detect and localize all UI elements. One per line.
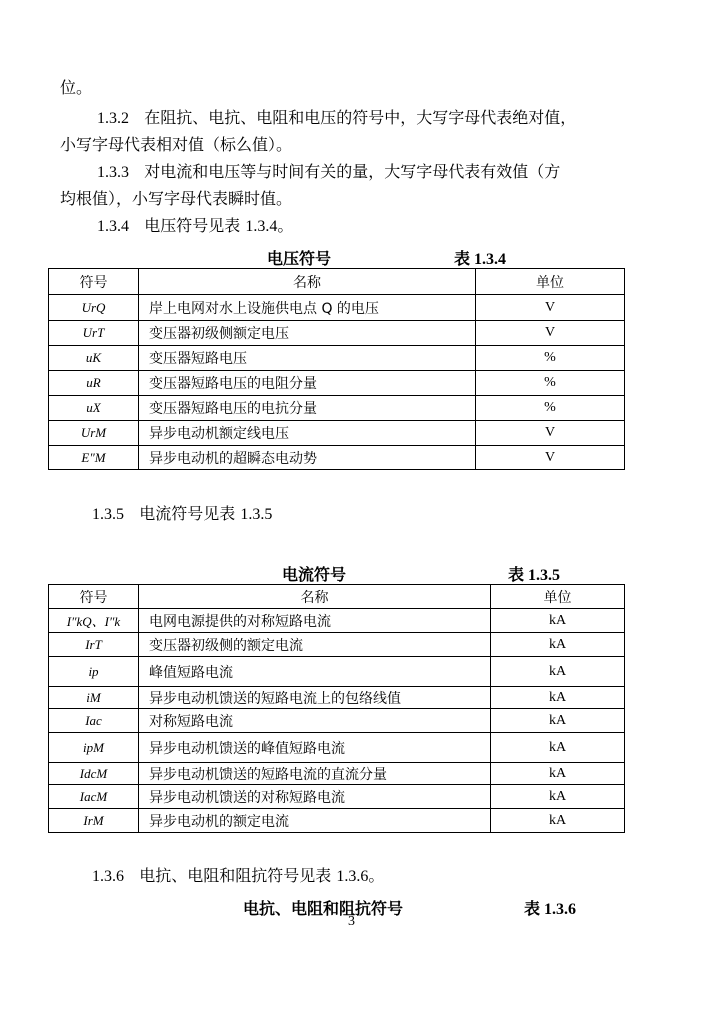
table-number: 表 1.3.4 [454,251,507,268]
unit-cell: % [476,346,625,371]
clause-text: 电流符号见表 [139,504,236,523]
table-reference: 1.3.5 [240,506,273,523]
name-cell: 异步电动机馈送的峰值短路电流 [139,733,491,763]
clause-text: 电压符号见表 [144,216,241,235]
name-cell: 异步电动机的额定电流 [139,809,491,833]
symbol-cell: IrT [49,633,139,657]
table-header-row [49,585,625,609]
unit-cell: kA [491,785,625,809]
page-number: 3 [348,914,355,929]
table-row [49,396,625,421]
name-cell: 变压器短路电压 [139,346,476,371]
name-cell: 变压器短路电压的电抗分量 [139,396,476,421]
table-number: 表 1.3.5 [508,567,561,584]
symbol-cell: UrQ [49,295,139,321]
unit-cell: kA [491,687,625,709]
current-symbol-table [48,584,625,833]
symbol-cell: ipM [49,733,139,763]
table-row [49,657,625,687]
table-row [49,763,625,785]
clause-number: 1.3.3 [97,164,129,181]
column-header: 名称 [139,269,476,295]
name-cell: 异步电动机额定线电压 [139,421,476,446]
unit-cell: kA [491,657,625,687]
table-row [49,609,625,633]
unit-cell: kA [491,763,625,785]
paragraph-1-3-2-line2: 小写字母代表相对值（标么值）。 [60,135,293,154]
table-header-row [49,269,625,295]
symbol-cell: uR [49,371,139,396]
paragraph-continuation: 位。 [60,78,93,97]
table-row [49,687,625,709]
unit-cell: V [476,295,625,321]
table-row [49,346,625,371]
clause-text: 电抗、电阻和阻抗符号见表 [139,866,332,885]
symbol-cell: IrM [49,809,139,833]
unit-cell: % [476,371,625,396]
table-row [49,709,625,733]
name-cell: 变压器初级侧额定电压 [139,321,476,346]
unit-cell: kA [491,609,625,633]
symbol-cell: E″M [49,446,139,470]
name-cell: 异步电动机馈送的对称短路电流 [139,785,491,809]
voltage-symbol-table [48,268,625,470]
table-row [49,733,625,763]
symbol-cell: Iac [49,709,139,733]
symbol-cell: IacM [49,785,139,809]
column-header: 单位 [491,585,625,609]
column-header: 名称 [139,585,491,609]
name-cell: 峰值短路电流 [139,657,491,687]
column-header: 符号 [49,269,139,295]
symbol-cell: UrT [49,321,139,346]
name-cell: 变压器短路电压的电阻分量 [139,371,476,396]
table-reference: 1.3.6。 [336,868,385,885]
paragraph-1-3-5 [92,504,272,525]
table-row [49,295,625,321]
name-cell: 对称短路电流 [139,709,491,733]
symbol-cell: UrM [49,421,139,446]
paragraph-1-3-2-line1 [97,108,576,129]
table-row [49,446,625,470]
table-title: 电压符号 [267,249,332,268]
unit-cell: V [476,421,625,446]
column-header: 符号 [49,585,139,609]
symbol-cell: ip [49,657,139,687]
table-title: 电抗、电阻和阻抗符号 [243,899,404,918]
table-title: 电流符号 [282,565,347,584]
clause-text: 在阻抗、电抗、电阻和电压的符号中，大写字母代表绝对值， [144,108,577,127]
clause-number: 1.3.5 [92,506,124,523]
symbol-cell: uK [49,346,139,371]
table-reference: 1.3.4。 [245,218,294,235]
name-cell: 异步电动机馈送的短路电流上的包络线值 [139,687,491,709]
unit-cell: kA [491,809,625,833]
clause-number: 1.3.6 [92,868,124,885]
table-row [49,421,625,446]
unit-cell: kA [491,633,625,657]
unit-cell: kA [491,709,625,733]
name-cell: 电网电源提供的对称短路电流 [139,609,491,633]
table-row [49,633,625,657]
symbol-cell: uX [49,396,139,421]
symbol-cell: iM [49,687,139,709]
unit-cell: V [476,446,625,470]
paragraph-1-3-3-line2: 均根值），小写字母代表瞬时值。 [60,189,293,208]
name-cell: 异步电动机的超瞬态电动势 [139,446,476,470]
table-row [49,809,625,833]
name-cell: 变压器初级侧的额定电流 [139,633,491,657]
table-row [49,371,625,396]
column-header: 单位 [476,269,625,295]
name-cell: 异步电动机馈送的短路电流的直流分量 [139,763,491,785]
table-row [49,785,625,809]
table-number: 表 1.3.6 [524,901,577,918]
paragraph-1-3-6 [92,866,384,887]
unit-cell: kA [491,733,625,763]
paragraph-1-3-4 [97,216,293,237]
symbol-cell: IdcM [49,763,139,785]
symbol-cell: I″kQ、I″k [49,609,139,633]
name-cell: 岸上电网对水上设施供电点 Q 的电压 [139,295,476,321]
unit-cell: % [476,396,625,421]
clause-number: 1.3.4 [97,218,129,235]
clause-number: 1.3.2 [97,110,129,127]
table-row [49,321,625,346]
paragraph-1-3-3-line1 [97,162,560,183]
unit-cell: V [476,321,625,346]
clause-text: 对电流和电压等与时间有关的量，大写字母代表有效值（方 [144,162,561,181]
